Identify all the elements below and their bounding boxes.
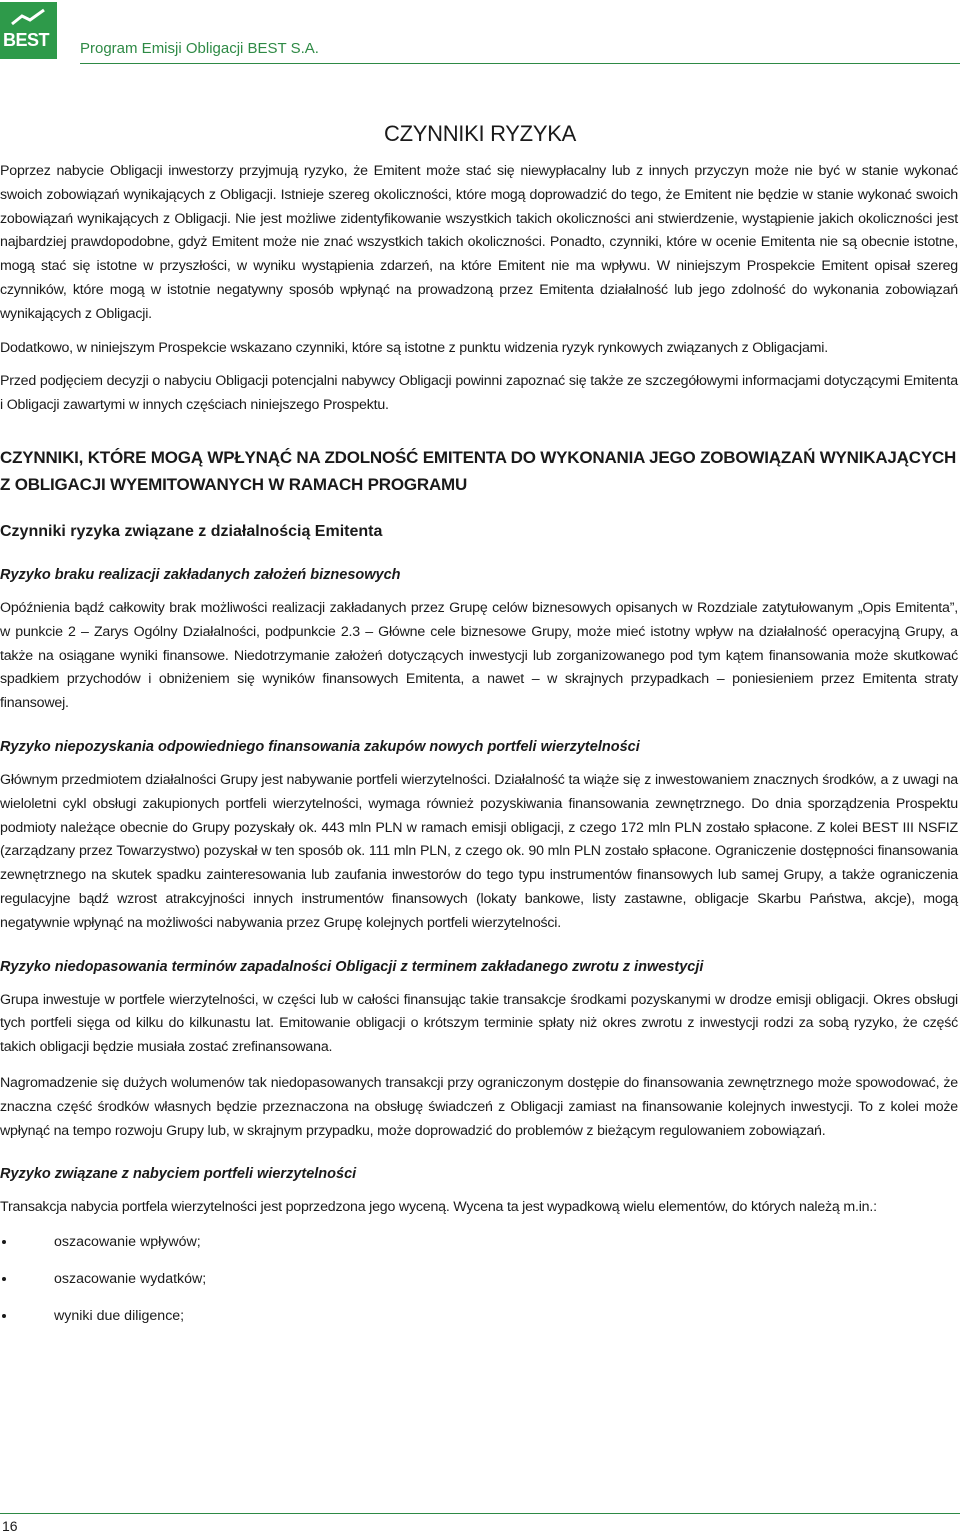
intro-paragraph-3: Przed podjęciem decyzji o nabyciu Obligacji potencjalni nabywcy Obligacji powinni zapoznać się także ze szczegółowymi informacjami dotyczącymi Emitenta i Obligacji zawartymi w innych częściach niniejszego Prospektu.: [0, 373, 958, 414]
footer-divider: [0, 1513, 960, 1514]
risk-paragraph: Opóźnienia bądź całkowity brak możliwości realizacji zakładanych przez Grupę celów biznesowych opisanych w Rozdziale zatytułowanym „Opis Emitenta”, w punkcie 2 – Zarys Ogólny Działalności, podpunkcie 2.3 – Główne cele biznesowe Grupy, może mieć istotny wpływ na działalność operacyjną Grupy, a także na osiągane wyniki finansowe. Niedotrzymanie założeń dotyczących inwestycji lub zorganizowanego pod tym kątem finansowania może skutkować spadkiem przychodów i obniżeniem się wyników finansowych Emitenta, a nawet – w skrajnych przypadkach – poniesieniem przez Emitenta straty finansowej.: [0, 599, 958, 712]
list-item-text: oszacowanie wydatków;: [54, 1271, 207, 1288]
risk-title: Ryzyko braku realizacji zakładanych założeń biznesowych: [0, 566, 401, 583]
bullet-icon: [2, 1314, 6, 1318]
bullet-list: [0, 1224, 958, 1335]
best-logo: [0, 2, 57, 59]
header-divider: [80, 63, 960, 64]
list-item: [0, 1224, 958, 1261]
list-item: [0, 1261, 958, 1298]
risk-paragraph: Transakcja nabycia portfela wierzytelności jest poprzedzona jego wyceną. Wycena ta jest wypadkową wielu elementów, do których należą m.in.:: [0, 1199, 877, 1216]
header-title: Program Emisji Obligacji BEST S.A.: [80, 40, 319, 57]
risk-title: Ryzyko związane z nabyciem portfeli wierzytelności: [0, 1166, 357, 1183]
risk-paragraph: Grupa inwestuje w portfele wierzytelności, w części lub w całości finansując takie transakcje środkami pozyskanymi w drodze emisji obligacji. Okres obsługi tych portfeli sięga od kilku do kilkunastu lat. Emitowanie obligacji o krótszym terminie spłaty niż okres zwrotu z inwestycji rodzi za sobą ryzyko, że część takich obligacji będzie musiała zostać zrefinansowana.: [0, 991, 958, 1056]
subsection-title: Czynniki ryzyka związane z działalnością Emitenta: [0, 522, 383, 540]
logo-text: BEST: [3, 30, 50, 50]
section-title: CZYNNIKI, KTÓRE MOGĄ WPŁYNĄĆ NA ZDOLNOŚĆ EMITENTA DO WYKONANIA JEGO ZOBOWIĄZAŃ WYNIKAJĄCYCH Z OBLIGACJI WYEMITOWANYCH W RAMACH PROGRAMU: [0, 447, 957, 494]
bullet-icon: [2, 1277, 6, 1281]
intro-paragraph-1: Poprzez nabycie Obligacji inwestorzy przyjmują ryzyko, że Emitent może stać się niewypłacalny lub z innych przyczyn może nie być w stanie wykonać swoich zobowiązań wynikających z Obligacji. Istnieje szereg okoliczności, które mogą doprowadzić do tego, że Emitent nie będzie w stanie wykonać swoich zobowiązań wynikających z Obligacji. Nie jest możliwe zidentyfikowanie wszystkich takich okoliczności ani stwierdzenie, wystąpienie jakich okoliczności jest najbardziej prawdopodobne, gdyż Emitent może nie znać wszystkich takich okoliczności. Ponadto, czynniki, które w ocenie Emitenta nie są obecnie istotne, mogą stać się istotne w przyszłości, w wyniku wystąpienia zdarzeń, na które Emitent nie ma wpływu. W niniejszym Prospekcie Emitent opisał szereg czynników, które mogą w istotnie negatywny sposób wpłynąć na prowadzoną przez Emitenta działalność lub jego zdolność do wykonania zobowiązań wynikających z Obligacji.: [0, 163, 958, 322]
page-number: 16: [2, 1518, 18, 1534]
list-item-text: oszacowanie wpływów;: [54, 1234, 201, 1251]
page-title: CZYNNIKI RYZYKA: [384, 120, 576, 146]
list-item: [0, 1298, 958, 1335]
document-body: [0, 160, 958, 1335]
risk-title: Ryzyko niedopasowania terminów zapadalności Obligacji z terminem zakładanego zwrotu z inwestycji: [0, 958, 704, 975]
logo-arrow-icon: [10, 8, 46, 26]
risk-paragraph: Głównym przedmiotem działalności Grupy jest nabywanie portfeli wierzytelności. Działalność ta wiąże się z inwestowaniem znacznych środków, a z uwagi na wieloletni cykl obsługi zakupionych portfeli wierzytelności, wymaga również pozyskiwania finansowania zewnętrznego. Do dnia sporządzenia Prospektu podmioty należące obecnie do Grupy pozyskały ok. 443 mln PLN w ramach emisji obligacji, z czego 172 mln PLN zostało spłacone. Z kolei BEST III NSFIZ (zarządzany przez Towarzystwo) pozyskał w ten sposób ok. 111 mln PLN, z czego ok. 90 mln PLN zostało spłacone. Ograniczenie dostępności finansowania zewnętrznego na skutek spadku zainteresowania lub zaufania inwestorów do tego typu instrumentów finansowych lub samej Grupy, a także ograniczenia regulacyjne bądź wzrost atrakcyjności innych instrumentów finansowych (lokaty bankowe, listy zastawne, obligacje Skarbu Państwa, akcje), mogą negatywnie wpłynąć na możliwości nabywania przez Grupę kolejnych portfeli wierzytelności.: [0, 771, 958, 931]
list-item-text: wyniki due diligence;: [54, 1308, 185, 1325]
risk-paragraph: Nagromadzenie się dużych wolumenów tak niedopasowanych transakcji przy ograniczonym dostępie do finansowania zewnętrznego może spowodować, że znaczna część środków własnych będzie przeznaczona na obsługę świadczeń z Obligacji zamiast na finansowanie kolejnych inwestycji. To z kolei może wpłynąć na tempo rozwoju Grupy lub, w skrajnym przypadku, może doprowadzić do problemów z bieżącym regulowaniem zobowiązań.: [0, 1074, 958, 1139]
page-header: [0, 0, 960, 66]
risk-title: Ryzyko niepozyskania odpowiedniego finansowania zakupów nowych portfeli wierzytelności: [0, 738, 640, 755]
bullet-icon: [2, 1240, 6, 1244]
intro-paragraph-2: Dodatkowo, w niniejszym Prospekcie wskazano czynniki, które są istotne z punktu widzenia ryzyk rynkowych związanych z Obligacjami.: [0, 339, 828, 356]
